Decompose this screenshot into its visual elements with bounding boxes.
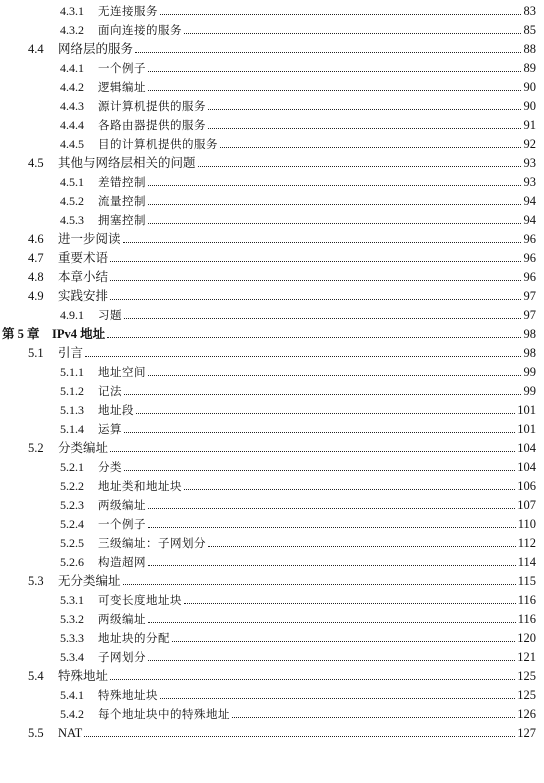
toc-entry-page: 91 (523, 118, 536, 132)
toc-entry (0, 154, 536, 173)
toc-entry (0, 59, 536, 78)
toc-entry-page: 125 (517, 688, 536, 702)
toc-entry-page: 112 (517, 536, 536, 550)
toc-entry-title: 习题 (98, 308, 122, 322)
toc-entry-title: 两级编址 (98, 612, 146, 626)
toc-entry-number: 5.5 (28, 726, 44, 740)
toc-entry-number: 4.8 (28, 270, 44, 284)
dot-leader (184, 33, 521, 34)
toc-entry (0, 382, 536, 401)
toc-entry (0, 97, 536, 116)
toc-entry-page: 101 (517, 403, 536, 417)
toc-entry (0, 496, 536, 515)
toc-entry-number: 5.3 (28, 574, 44, 588)
toc-entry-number: 4.5.1 (60, 175, 84, 189)
toc-entry (0, 268, 536, 287)
toc-entry (0, 534, 536, 553)
toc-entry-title: 可变长度地址块 (98, 593, 182, 607)
dot-leader (148, 375, 521, 376)
toc-entry-number: 4.5.3 (60, 213, 84, 227)
toc-entry-page: 120 (517, 631, 536, 645)
toc-entry-title: 无连接服务 (98, 4, 158, 18)
dot-leader (198, 166, 521, 167)
toc-entry-title: 地址块的分配 (98, 631, 170, 645)
dot-leader (220, 147, 521, 148)
toc-entry-title: 记法 (98, 384, 122, 398)
dot-leader (172, 641, 515, 642)
toc-entry-title: 地址类和地址块 (98, 479, 182, 493)
toc-entry-number: 第 5 章 (2, 327, 40, 341)
toc-entry (0, 686, 536, 705)
toc-entry (0, 629, 536, 648)
dot-leader (160, 698, 515, 699)
toc-entry-number: 4.5 (28, 156, 44, 170)
toc-entry-title: 面向连接的服务 (98, 23, 182, 37)
toc-entry-title: 分类 (98, 460, 122, 474)
toc-entry-number: 4.4 (28, 42, 44, 56)
toc-entry-number: 5.4.1 (60, 688, 84, 702)
toc-entry (0, 116, 536, 135)
toc-entry (0, 325, 536, 344)
toc-entry-number: 4.3.1 (60, 4, 84, 18)
toc-entry-page: 83 (523, 4, 536, 18)
toc-entry-number: 5.1 (28, 346, 44, 360)
toc-entry-number: 5.2 (28, 441, 44, 455)
toc-entry-title: 两级编址 (98, 498, 146, 512)
toc-entry-number: 5.1.4 (60, 422, 84, 436)
toc-entry-page: 127 (517, 726, 536, 740)
toc-entry-number: 5.3.4 (60, 650, 84, 664)
toc-entry-title: 引言 (58, 346, 84, 360)
toc-entry-title: 其他与网络层相关的问题 (58, 156, 196, 170)
toc-entry (0, 572, 536, 591)
dot-leader (208, 109, 521, 110)
toc-entry-title: 构造超网 (98, 555, 146, 569)
toc-entry-page: 99 (523, 365, 536, 379)
toc-entry (0, 192, 536, 211)
toc-entry-number: 5.4 (28, 669, 44, 683)
toc-entry-title: 差错控制 (98, 175, 146, 189)
toc-entry-page: 99 (523, 384, 536, 398)
dot-leader (208, 546, 516, 547)
toc-entry (0, 211, 536, 230)
toc-entry (0, 249, 536, 268)
toc-entry-number: 4.3.2 (60, 23, 84, 37)
dot-leader (148, 90, 521, 91)
toc-entry-page: 90 (523, 80, 536, 94)
toc-entry-title: 流量控制 (98, 194, 146, 208)
toc-entry-page: 97 (523, 289, 536, 303)
toc-entry-number: 5.4.2 (60, 707, 84, 721)
toc-entry (0, 610, 536, 629)
toc-entry-title: 一个例子 (98, 517, 146, 531)
toc-entry (0, 477, 536, 496)
toc-entry (0, 21, 536, 40)
dot-leader (148, 223, 521, 224)
toc-entry-title: 无分类编址 (58, 574, 121, 588)
toc-entry (0, 78, 536, 97)
toc-entry-title: 逻辑编址 (98, 80, 146, 94)
toc-entry-title: 实践安排 (58, 289, 109, 303)
toc-entry-title: IPv4 地址 (52, 327, 106, 341)
toc-entry-page: 96 (523, 270, 536, 284)
toc-entry-number: 5.2.1 (60, 460, 84, 474)
toc-entry-number: 4.4.1 (60, 61, 84, 75)
toc-entry-page: 115 (517, 574, 536, 588)
toc-entry-page: 114 (517, 555, 536, 569)
dot-leader (110, 679, 515, 680)
toc-entry (0, 2, 536, 21)
toc-entry-page: 104 (517, 460, 536, 474)
dot-leader (184, 489, 515, 490)
toc-entry-title: 重要术语 (58, 251, 109, 265)
dot-leader (148, 565, 516, 566)
toc-entry-number: 4.7 (28, 251, 44, 265)
dot-leader (85, 356, 521, 357)
dot-leader (136, 413, 515, 414)
dot-leader (124, 432, 515, 433)
dot-leader (124, 470, 515, 471)
toc-entry-page: 98 (523, 346, 536, 360)
dot-leader (107, 337, 521, 338)
toc-entry (0, 439, 536, 458)
toc-entry-page: 90 (523, 99, 536, 113)
toc-entry-page: 93 (523, 156, 536, 170)
toc-entry-number: 4.4.4 (60, 118, 84, 132)
toc-entry-number: 4.6 (28, 232, 44, 246)
dot-leader (123, 584, 516, 585)
dot-leader (124, 394, 521, 395)
toc-entry-page: 85 (523, 23, 536, 37)
toc-entry-page: 116 (517, 593, 536, 607)
dot-leader (110, 451, 515, 452)
toc-entry-title: 每个地址块中的特殊地址 (98, 707, 230, 721)
dot-leader (148, 71, 521, 72)
toc-entry-title: 各路由器提供的服务 (98, 118, 206, 132)
toc-entry-title: 特殊地址 (58, 669, 109, 683)
toc-entry-number: 4.9.1 (60, 308, 84, 322)
toc-entry-number: 4.4.3 (60, 99, 84, 113)
toc-entry (0, 705, 536, 724)
dot-leader (232, 717, 515, 718)
toc-entry-page: 110 (517, 517, 536, 531)
toc-entry-page: 121 (517, 650, 536, 664)
dot-leader (135, 52, 521, 53)
toc-entry-page: 126 (517, 707, 536, 721)
toc-entry-title: 地址空间 (98, 365, 146, 379)
toc-entry-title: 拥塞控制 (98, 213, 146, 227)
toc-entry-number: 5.1.2 (60, 384, 84, 398)
dot-leader (84, 736, 515, 737)
toc-entry-page: 92 (523, 137, 536, 151)
toc-entry-page: 94 (523, 213, 536, 227)
toc-entry (0, 553, 536, 572)
toc-entry-title: 本章小结 (58, 270, 109, 284)
toc-entry-title: 分类编址 (58, 441, 109, 455)
toc-entry-title: 子网划分 (98, 650, 146, 664)
toc-entry-page: 106 (517, 479, 536, 493)
toc-entry (0, 401, 536, 420)
toc-entry (0, 287, 536, 306)
dot-leader (124, 318, 521, 319)
toc-entry (0, 173, 536, 192)
toc-entry-number: 5.1.1 (60, 365, 84, 379)
dot-leader (208, 128, 521, 129)
toc-entry (0, 667, 536, 686)
toc-entry-title: 运算 (98, 422, 122, 436)
dot-leader (110, 280, 521, 281)
toc-entry (0, 135, 536, 154)
dot-leader (148, 185, 521, 186)
dot-leader (110, 261, 521, 262)
toc-entry-title: 三级编址：子网划分 (98, 536, 206, 550)
toc-entry-page: 104 (517, 441, 536, 455)
toc-entry (0, 344, 536, 363)
toc-entry-number: 5.1.3 (60, 403, 84, 417)
toc-entry-number: 5.3.1 (60, 593, 84, 607)
toc-entry-page: 98 (523, 327, 536, 341)
dot-leader (148, 622, 516, 623)
toc-entry-title: 网络层的服务 (58, 42, 134, 56)
toc-entry-title: 一个例子 (98, 61, 146, 75)
toc-entry-number: 5.2.3 (60, 498, 84, 512)
toc-entry-title: 进一步阅读 (58, 232, 121, 246)
toc-entry (0, 420, 536, 439)
toc-entry-number: 5.2.6 (60, 555, 84, 569)
toc-entry-title: 特殊地址块 (98, 688, 158, 702)
toc-entry-page: 97 (523, 308, 536, 322)
dot-leader (148, 527, 516, 528)
toc-entry-page: 125 (517, 669, 536, 683)
toc-entry-number: 4.4.5 (60, 137, 84, 151)
toc-entry-page: 93 (523, 175, 536, 189)
toc-entry-number: 5.2.5 (60, 536, 84, 550)
toc-entry-number: 4.4.2 (60, 80, 84, 94)
toc-entry-title: 地址段 (98, 403, 134, 417)
toc-entry (0, 591, 536, 610)
toc-entry (0, 230, 536, 249)
toc-entry-number: 5.2.4 (60, 517, 84, 531)
toc-entry-number: 4.5.2 (60, 194, 84, 208)
toc-entry-title: NAT (58, 726, 83, 740)
dot-leader (148, 508, 515, 509)
dot-leader (148, 660, 515, 661)
toc-entry (0, 458, 536, 477)
toc-entry-title: 源计算机提供的服务 (98, 99, 206, 113)
toc-entry-number: 5.3.2 (60, 612, 84, 626)
dot-leader (123, 242, 521, 243)
dot-leader (184, 603, 516, 604)
toc-entry (0, 724, 536, 743)
toc-entry (0, 40, 536, 59)
toc-entry-number: 4.9 (28, 289, 44, 303)
toc-entry-page: 96 (523, 251, 536, 265)
dot-leader (110, 299, 521, 300)
toc-entry-title: 目的计算机提供的服务 (98, 137, 218, 151)
dot-leader (160, 14, 521, 15)
toc-entry-number: 5.2.2 (60, 479, 84, 493)
toc-entry (0, 363, 536, 382)
toc-entry-page: 96 (523, 232, 536, 246)
toc-entry-page: 89 (523, 61, 536, 75)
toc-entry-page: 94 (523, 194, 536, 208)
toc-entry (0, 648, 536, 667)
toc-entry-number: 5.3.3 (60, 631, 84, 645)
toc-entry-page: 116 (517, 612, 536, 626)
dot-leader (148, 204, 521, 205)
toc-entry (0, 515, 536, 534)
toc-entry-page: 101 (517, 422, 536, 436)
toc-entry-page: 107 (517, 498, 536, 512)
toc-entry (0, 306, 536, 325)
toc-entry-page: 88 (523, 42, 536, 56)
